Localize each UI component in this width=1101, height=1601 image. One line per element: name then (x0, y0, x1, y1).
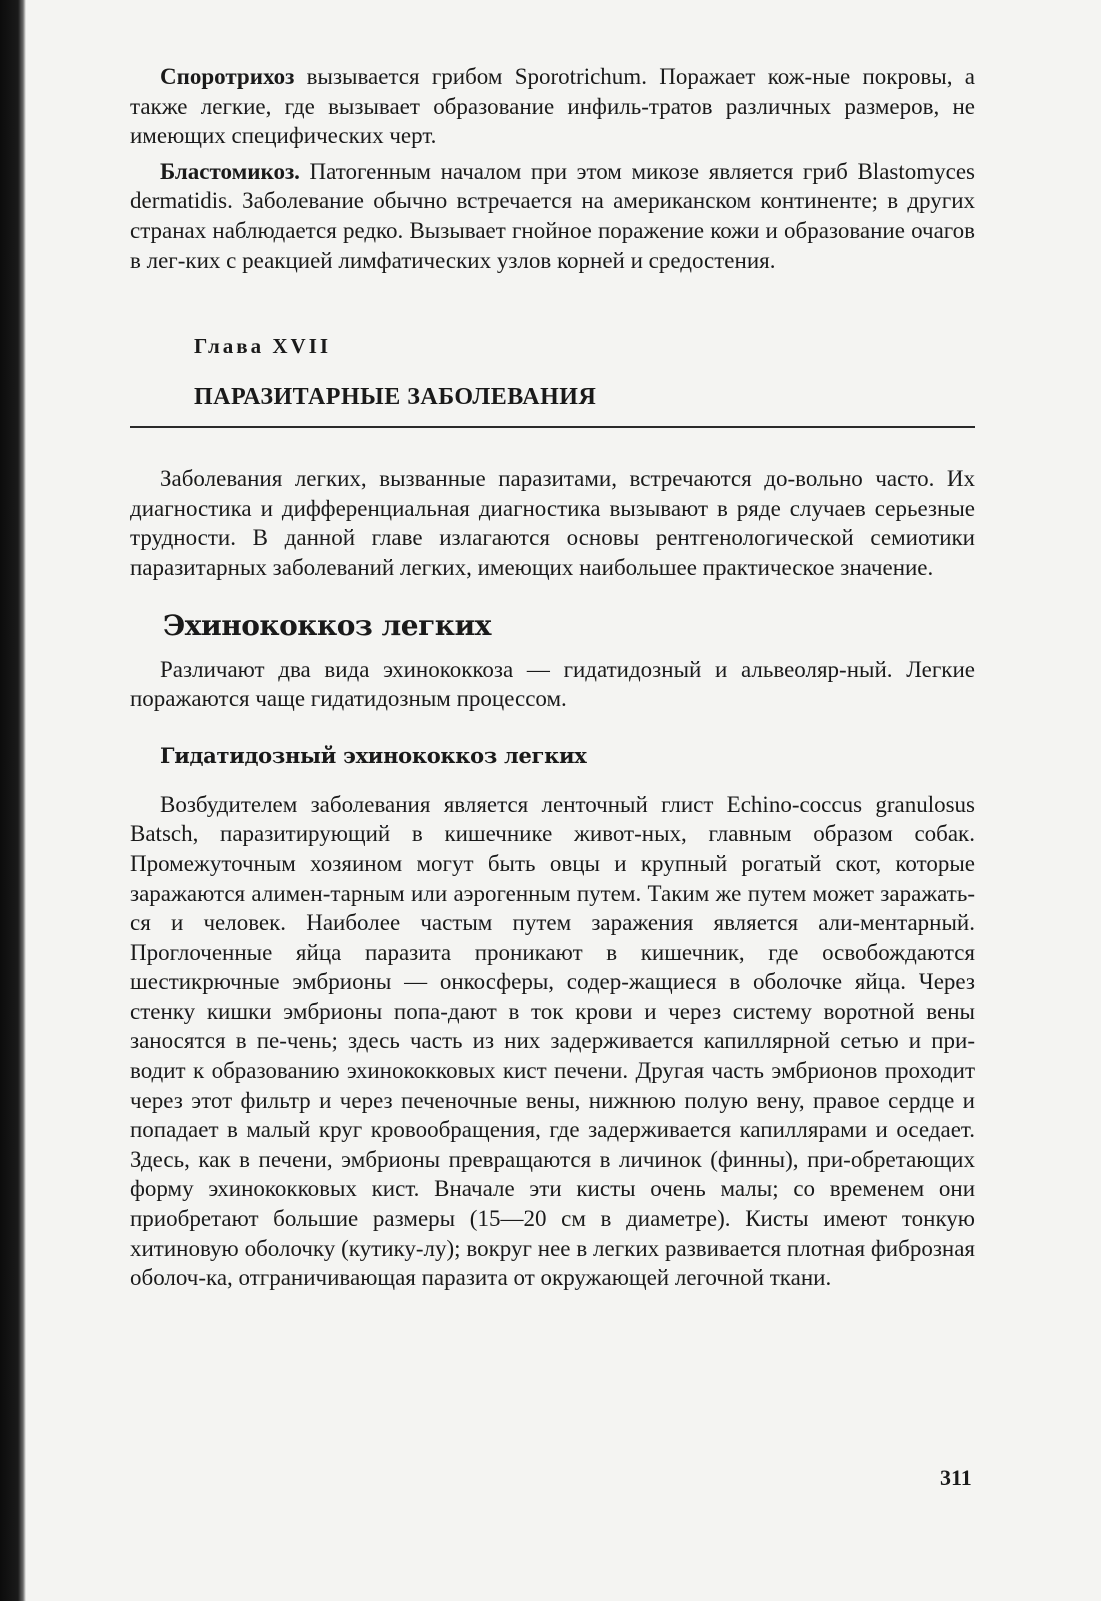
blastomycosis-paragraph (130, 157, 975, 275)
subsection-paragraph: Возбудителем заболевания является ленточный глист Echino-coccus granulosus Batsch, паразитирующий в кишечнике живот-ных, главным образом собак. Промежуточным хозяином могут быть овцы и крупный рогатый скот, которые заражаются алимен-тарным или аэрогенным путем. Таким же путем может заражать-ся и человек. Наиболее частым путем заражения является али-ментарный. Проглоченные яйца паразита проникают в кишечник, где освобождаются шестикрючные эмбрионы — онкосферы, содер-жащиеся в оболочке яйца. Через стенку кишки эмбрионы попа-дают в ток крови и через систему воротной вены заносятся в пе-чень; здесь часть из них задерживается капиллярной сетью и при-водит к образованию эхинококковых кист печени. Другая часть эмбрионов проходит через этот фильтр и через печеночные вены, нижнюю полую вену, правое сердце и попадает в малый круг кровообращения, где задерживается капиллярами и оседает. Здесь, как в печени, эмбрионы превращаются в личинок (финны), при-обретающих форму эхинококковых кист. Вначале эти кисты очень малы; со временем они приобретают большие размеры (15—20 см в диаметре). Кисты имеют тонкую хитиновую оболочку (кутику-лу); вокруг нее в легких развивается плотная фиброзная оболоч-ка, отграничивающая паразита от окружающей легочной ткани. (130, 791, 975, 1291)
chapter-title: ПАРАЗИТАРНЫЕ ЗАБОЛЕВАНИЯ (194, 384, 597, 411)
book-binding-edge (0, 0, 26, 1601)
sporotrichosis-paragraph (130, 62, 975, 151)
sporotrichosis-text: вызывается грибом Sporotrichum. Поражает кож-ные покровы, а также легкие, где вызывает образование инфиль-тратов различных размеров, не имеющих специфических черт. (130, 64, 975, 149)
blastomycosis-term: Бластомикоз. (160, 158, 300, 184)
blastomycosis-text: Патогенным началом при этом микозе является гриб Blastomyces dermatidis. Заболевание обычно встречается на американском континенте; в других странах наблюдается редко. Вызывает гнойное поражение кожи и образование очагов в лег-ких с реакцией лимфатических узлов корней и средостения. (130, 158, 975, 273)
section-heading: Эхинококкоз легких (163, 608, 491, 642)
page-number: 311 (940, 1465, 972, 1490)
section-paragraph: Различают два вида эхинококкоза — гидатидозный и альвеоляр-ный. Легкие поражаются чаще гидатидозным процессом. (130, 656, 975, 712)
chapter-label: Глава XVII (194, 334, 332, 359)
sporotrichosis-term: Споротрихоз (160, 64, 295, 89)
chapter-intro-paragraph: Заболевания легких, вызванные паразитами, встречаются до-вольно часто. Их диагностика и дифференциальная диагностика вызывают в ряде случаев серьезные трудности. В данной главе излагаются основы рентгенологической семиотики паразитарных заболеваний легких, имеющих наибольшее практическое значение. (130, 466, 975, 580)
top-text-block (130, 62, 975, 275)
subsection-heading: Гидатидозный эхинококкоз легких (160, 742, 587, 768)
book-page (130, 62, 975, 1293)
chapter-divider (130, 426, 975, 428)
